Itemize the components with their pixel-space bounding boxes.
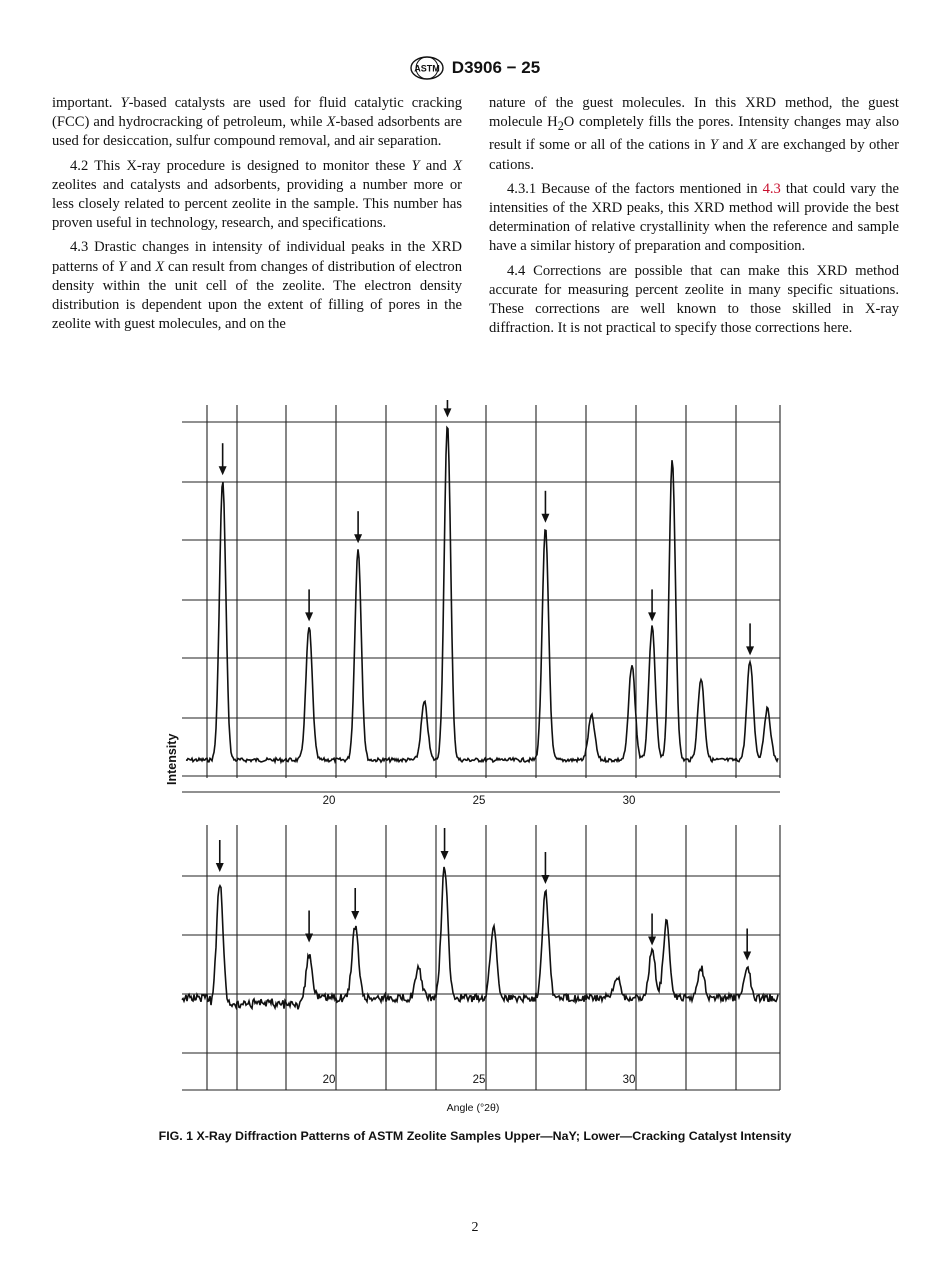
tick-label: 20 [322, 795, 336, 807]
peak-arrow-head [541, 875, 549, 884]
x-axis-title: Angle (°2θ) [446, 1102, 500, 1114]
section-ref-link[interactable]: 4.3 [762, 180, 781, 197]
paragraph-4-2: 4.2 This X-ray procedure is designed to monitor these Y and X zeolites and catalysts and adsorbents, providing a number more or less closely related to percent zeolite in the sample. This number has proven useful in technology, research, and specifications. [52, 157, 462, 232]
xrd-figure [150, 400, 800, 1115]
tick-label: 25 [472, 1074, 486, 1086]
peak-arrow-head [443, 408, 451, 417]
paragraph-4-3-1: 4.3.1 Because of the factors mentioned in 4.3 that could vary the intensities of the XRD peaks, this XRD method will provide the best determination of relative crystallinity when the reference and sample have a similar history of preparation and composition. [489, 180, 899, 255]
paragraph-4-1-end: important. Y-based catalysts are used for fluid catalytic cracking (FCC) and hydrocracking of petroleum, while X-based adsorbents are used for desiccation, sulfur compound removal, and air separation. [52, 95, 462, 150]
diffraction-pattern-line [182, 867, 778, 1009]
peak-arrow-head [648, 612, 656, 621]
figure-caption: FIG. 1 X-Ray Diffraction Patterns of ASTM Zeolite Samples Upper—NaY; Lower—Cracking Catalyst Intensity [158, 1129, 792, 1143]
peak-arrow-head [216, 863, 224, 872]
tick-label: 30 [622, 795, 636, 807]
page-header [0, 56, 950, 82]
diffraction-pattern-line [186, 428, 778, 762]
peak-arrow-head [305, 612, 313, 621]
paragraph-4-3-continued: nature of the guest molecules. In this XRD method, the guest molecule $H_2O$ completely fills the pores. Intensity changes may also result if some or all of the cations in Y and X are exchanged by other cations. [489, 95, 899, 173]
document-code: D3906 − 25 [451, 58, 541, 77]
peak-arrow-head [441, 851, 449, 860]
peak-arrow-head [648, 937, 656, 946]
peak-arrow-head [305, 934, 313, 943]
tick-label: 30 [622, 1074, 636, 1086]
tick-label: 20 [322, 1074, 336, 1086]
left-column [52, 94, 462, 339]
page-number: 2 [471, 1220, 479, 1235]
peak-arrow-head [541, 514, 549, 523]
peak-arrow-head [351, 911, 359, 920]
astm-logo-text: ASTM [414, 63, 440, 74]
peak-arrow-head [219, 466, 227, 475]
y-axis-label: Intensity [165, 733, 179, 785]
peak-arrow-head [746, 646, 754, 655]
paragraph-4-4: 4.4 Corrections are possible that can make this XRD method accurate for measuring percent zeolite in many specific situations. These corrections are well known to those skilled in X-ray diffraction. It is not practical to specify those corrections here. [489, 262, 899, 337]
right-column [489, 94, 899, 343]
peak-arrow-head [354, 534, 362, 543]
tick-label: 25 [472, 795, 486, 807]
peak-arrow-head [743, 952, 751, 961]
paragraph-4-3: 4.3 Drastic changes in intensity of individual peaks in the XRD patterns of Y and X can result from changes of distribution of electron density within the unit cell of the zeolite. The electron density distribution is dependent upon the extent of filling of pores in the zeolite with guest molecules, and on the [52, 239, 462, 333]
astm-logo-icon [410, 56, 444, 80]
